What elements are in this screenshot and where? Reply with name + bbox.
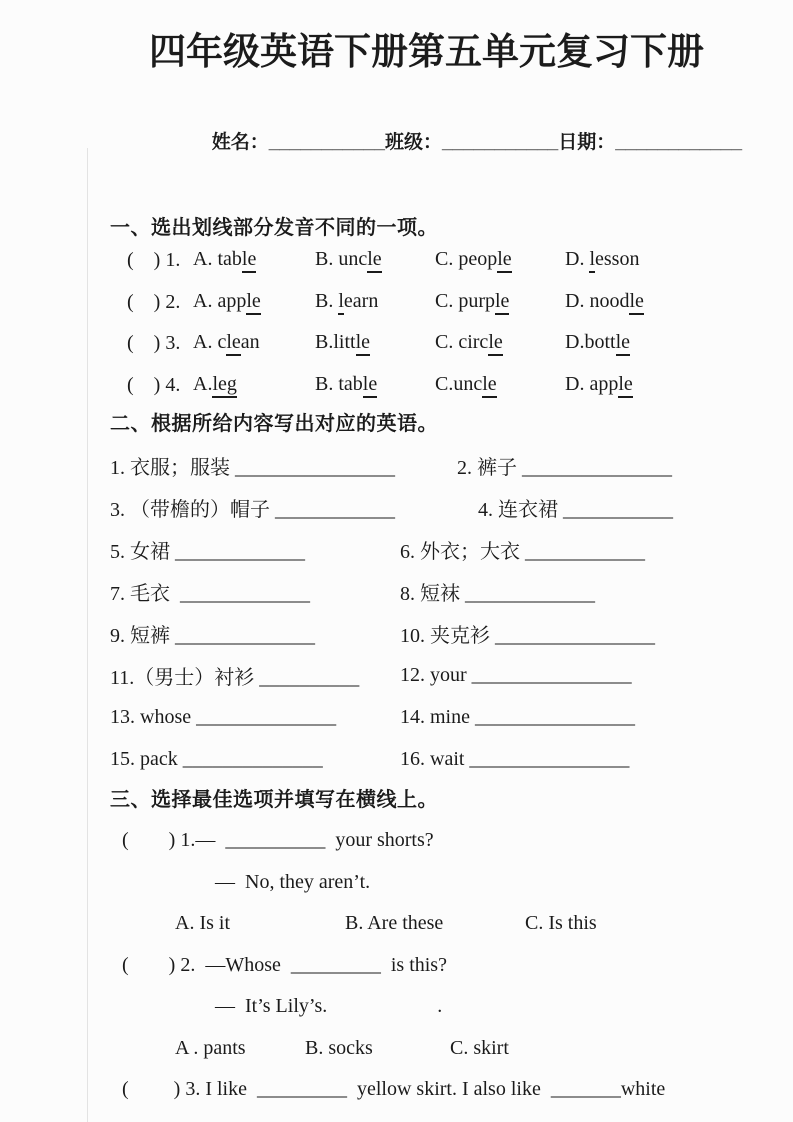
underlined-letters: le bbox=[482, 373, 496, 398]
info-row bbox=[110, 104, 743, 182]
page-title: 四年级英语下册第五单元复习下册 bbox=[149, 31, 704, 72]
pronunciation-row-3 bbox=[127, 323, 743, 365]
underlined-letters: leg bbox=[212, 373, 236, 398]
option-b bbox=[315, 331, 435, 356]
option-a: A . pants bbox=[175, 1036, 246, 1059]
multiple-choice-block bbox=[110, 820, 743, 1111]
option-text-pre: D. bbox=[565, 248, 590, 271]
vocabulary-list bbox=[110, 444, 743, 780]
underlined-letters: le bbox=[242, 248, 256, 273]
answer-parens: ( ) 2. bbox=[127, 290, 181, 313]
fill-item: 5. 女裙 _____________ bbox=[110, 540, 305, 563]
vocab-row bbox=[110, 654, 743, 696]
option-c bbox=[435, 290, 565, 315]
name-label: 姓名： bbox=[211, 132, 269, 153]
fill-item: 2. 裤子 _______________ bbox=[457, 456, 672, 479]
underlined-letters: le bbox=[488, 331, 502, 356]
underlined-letters: le bbox=[226, 331, 240, 356]
question-1-answer: — No, they aren’t. bbox=[215, 870, 371, 893]
fill-item: 11.（男士）衬衫 __________ bbox=[110, 666, 360, 689]
name-blank: ___________ bbox=[268, 132, 385, 153]
option-b: B. socks bbox=[305, 1036, 373, 1059]
option-c: C. skirt bbox=[450, 1036, 509, 1059]
section3-heading: 三、选择最佳选项并填写在横线上。 bbox=[110, 789, 438, 811]
fill-item: 16. wait ________________ bbox=[400, 747, 630, 770]
answer-parens: ( ) 4. bbox=[127, 373, 181, 396]
fill-item: 12. your ________________ bbox=[400, 663, 632, 686]
option-d bbox=[565, 373, 743, 398]
fill-item: 4. 连衣裙 ___________ bbox=[478, 498, 673, 521]
option-text-post: esson bbox=[595, 248, 640, 271]
option-d bbox=[565, 248, 743, 273]
fill-item: 9. 短裤 ______________ bbox=[110, 624, 315, 647]
pronunciation-row-2 bbox=[127, 282, 743, 324]
vocab-row bbox=[110, 570, 743, 612]
underlined-letters: l bbox=[589, 248, 595, 273]
option-text-pre: C. purp bbox=[435, 289, 495, 312]
option-c bbox=[435, 373, 565, 398]
vocab-row bbox=[110, 528, 743, 570]
underlined-letters: le bbox=[616, 331, 630, 356]
class-blank: ___________ bbox=[441, 132, 559, 153]
pronunciation-row-1 bbox=[127, 240, 743, 282]
option-d bbox=[565, 290, 743, 315]
option-b bbox=[315, 373, 435, 398]
pronunciation-row-4 bbox=[127, 365, 743, 407]
fill-item: 3. （带檐的）帽子 ____________ bbox=[110, 498, 395, 521]
answer-parens: ( ) 1. bbox=[127, 249, 181, 272]
answer-parens: ( ) 3. bbox=[127, 332, 181, 355]
underlined-letters: le bbox=[246, 290, 260, 315]
option-text-pre: B. tab bbox=[315, 372, 363, 395]
option-text-pre: D. app bbox=[565, 372, 619, 395]
option-text-pre: C. peop bbox=[435, 248, 498, 271]
question-2-options bbox=[175, 1028, 743, 1070]
option-text-pre: A. app bbox=[193, 289, 247, 312]
question-3: ( ) 3. I like _________ yellow skirt. I also like _______white bbox=[122, 1078, 666, 1101]
option-text-pre: D. nood bbox=[565, 289, 630, 312]
question-1-options bbox=[175, 903, 743, 945]
option-a bbox=[193, 248, 315, 273]
option-c bbox=[435, 331, 565, 356]
option-text-pre: A. tab bbox=[193, 248, 242, 271]
option-text-pre: B.litt bbox=[315, 331, 356, 354]
option-text-pre: C.unc bbox=[435, 372, 483, 395]
underlined-letters: le bbox=[356, 331, 370, 356]
option-d bbox=[565, 331, 743, 356]
option-b bbox=[315, 248, 435, 273]
option-b bbox=[315, 290, 435, 315]
option-c: C. Is this bbox=[525, 912, 597, 935]
underlined-letters: le bbox=[497, 248, 511, 273]
vocab-row bbox=[110, 696, 743, 738]
fill-item: 13. whose ______________ bbox=[110, 705, 337, 728]
option-text-pre: A. bbox=[193, 372, 213, 395]
option-a bbox=[193, 290, 315, 315]
section1-heading: 一、选出划线部分发音不同的一项。 bbox=[110, 217, 438, 239]
vocab-row bbox=[110, 486, 743, 528]
option-text-pre: C. circ bbox=[435, 331, 489, 354]
fill-item: 14. mine ________________ bbox=[400, 705, 635, 728]
fill-item: 7. 毛衣 _____________ bbox=[110, 582, 310, 605]
underlined-letters: l bbox=[338, 290, 344, 315]
class-label: 班级： bbox=[384, 132, 442, 153]
underlined-letters: le bbox=[363, 373, 377, 398]
underlined-letters: le bbox=[618, 373, 632, 398]
underlined-letters: le bbox=[495, 290, 509, 315]
option-text-post: an bbox=[240, 331, 260, 354]
fill-item: 15. pack ______________ bbox=[110, 747, 323, 770]
option-text-pre: B. unc bbox=[315, 248, 368, 271]
date-label: 日期： bbox=[558, 132, 616, 153]
option-text-pre: A. c bbox=[193, 331, 227, 354]
vocab-row bbox=[110, 444, 743, 486]
fill-item: 8. 短袜 _____________ bbox=[400, 582, 595, 605]
option-text-pre: B. bbox=[315, 289, 339, 312]
fill-item: 10. 夹克衫 ________________ bbox=[400, 624, 655, 647]
option-text-pre: D.bott bbox=[565, 331, 616, 354]
underlined-letters: le bbox=[629, 290, 643, 315]
underlined-letters: le bbox=[367, 248, 381, 273]
option-a bbox=[193, 373, 315, 398]
option-a bbox=[193, 331, 315, 356]
option-c bbox=[435, 248, 565, 273]
option-a: A. Is it bbox=[175, 912, 230, 935]
question-2: ( ) 2. —Whose _________ is this? bbox=[122, 953, 447, 976]
fill-item: 6. 外衣；大衣 ____________ bbox=[400, 540, 645, 563]
fill-item: 1. 衣服；服装 ________________ bbox=[110, 456, 395, 479]
date-blank: ____________ bbox=[615, 132, 743, 153]
question-1: ( ) 1.— __________ your shorts? bbox=[122, 829, 434, 852]
question-2-answer: — It’s Lily’s. . bbox=[215, 995, 443, 1018]
section2-heading: 二、根据所给内容写出对应的英语。 bbox=[110, 413, 438, 435]
option-b: B. Are these bbox=[345, 912, 444, 935]
vocab-row bbox=[110, 738, 743, 780]
option-text-post: earn bbox=[343, 289, 379, 312]
vocab-row bbox=[110, 612, 743, 654]
